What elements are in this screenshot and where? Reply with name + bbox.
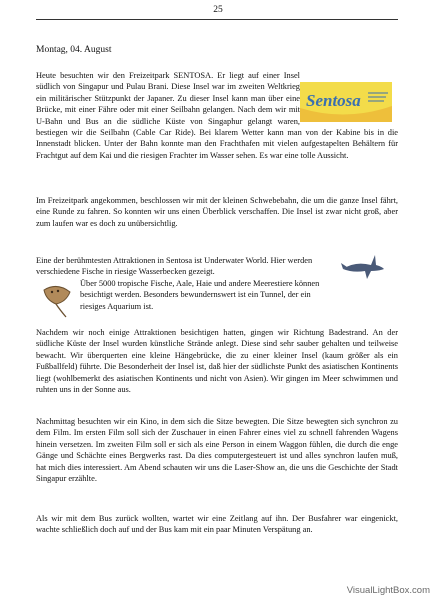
paragraph-aquarium: Über 5000 tropische Fische, Aale, Haie und andere Meerestiere können besichtigt werden. Besonders bewundernswert ist ein Tunnel, der ein riesiges Aquarium ist.: [80, 279, 320, 311]
paragraph-beach: Nachdem wir noch einige Attraktionen besichtigen hatten, gingen wir Richtung Badestrand. An der südliche Küste der Insel wurden künstliche Strände anlegt. Diese sind sehr sauber gehalten und teilweise bewacht. Wir überquerten eine kleine Hängebrücke, die zu einer kleiner Insel (kaum größer als ein Fußballfeld) führte. Die Besonderheit der Insel ist, daß hier der südlichste Punkt des asiatischen Kontinents liegt (wohlbemerkt des asiatischen Kontinents und nicht von Asien). Wir gingen im Meer schwimmen und ruhten uns in der Sonne aus.: [36, 328, 398, 395]
paragraph-underwater-world: Eine der berühmtesten Attraktionen in Sentosa ist Underwater World. Hier werden verschiedene Fische in riesige Wasserbecken gezeigt.: [36, 256, 313, 277]
logo-text: Sentosa: [306, 91, 361, 110]
paragraph-text: Heute besuchten wir den Freizeitpark SENTOSA. Er liegt auf einer Insel südlich von Singapur und Pulau Brani. Diese Insel war im zweiten Weltkrieg ein militärischer Stützpunkt der Japaner. Zu dieser Insel kann man über eine Brücke, mit einer Fähre oder mit einer Seilbahn gelangen. Nach dem wir mit U-Bahn und Bus an die südliche Küste von Singaphur gelangt waren, bestiegen wir die Seilbahn (Cable Car Ride). Bei klarem Wetter kann man von der Kabine bis in die Innenstadt blicken. Unter der Bahn konnte man den Frachthafen mit vielen aufgestapelten Behältern für Frachtgut auf dem Kai und die riesigen Frachter im Wasser sehen. Es war eine tolle Aussicht.: [36, 71, 398, 160]
header-rule: [36, 19, 398, 20]
paragraph-bus: Als wir mit dem Bus zurück wollten, wartet wir eine Zeitlang auf ihn. Der Busfahrer war eingenickt, wachte schließlich doch auf und der Bus kam mit ein paar Minuten Verspätung an.: [36, 514, 398, 535]
paragraph-monorail: Im Freizeitpark angekommen, beschlossen wir mit der kleinen Schwebebahn, die um die ganze Insel fährt, eine Runde zu fahren. So konnten wir uns einen Überblick verschaffen. Die Insel ist zwar nicht groß, aber zum laufen war es doch zu unübersichtlig.: [36, 196, 398, 228]
stingray-icon: [40, 280, 74, 318]
shark-icon: [341, 251, 385, 283]
sentosa-logo-graphic: [300, 82, 392, 122]
paragraph-cinema: Nachmittag besuchten wir ein Kino, in dem sich die Sitze bewegten. Die Sitze bewegten sich synchron zu dem Film. Im ersten Film soll sich der Zuschauer in einen Fahrer eines viel zu schnell fahrenden Wagens hinein versetzen. Im zweiten Film soll er sich als eine Person in einem Waggon fühlen, die durch die enge Gänge und Schächte eines Bergwerks rast. Da dies computergesteuert ist und alles synchron laufen muß, hat mich dies interessiert. Am Abend schauten wir uns die Laser-Show an, die uns die Geschichte der Stadt Singapur erzählte.: [36, 417, 398, 484]
watermark: VisualLightBox.com: [346, 585, 430, 596]
entry-date: Montag, 04. August: [36, 45, 112, 55]
sentosa-logo: [300, 82, 392, 122]
page-number: 25: [213, 5, 223, 15]
